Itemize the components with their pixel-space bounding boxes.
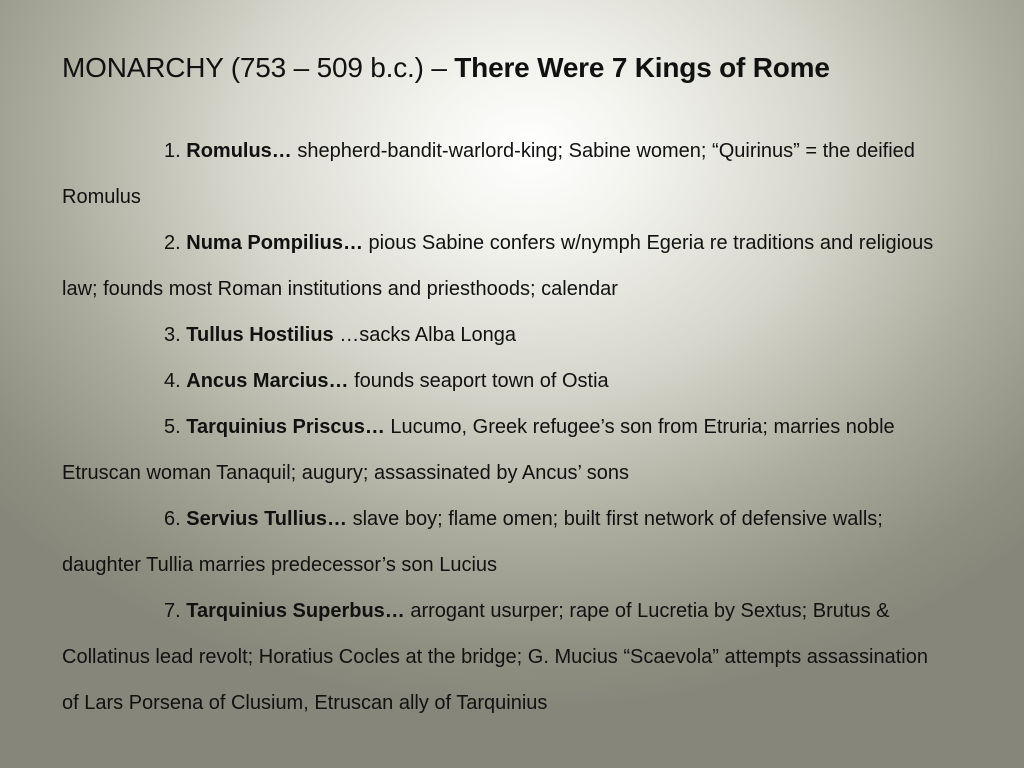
king-description: slave boy; flame omen; built first network of defensive walls; daughter Tullia marries predecessor’s son Lucius (62, 508, 883, 576)
king-number: 6. (164, 508, 187, 530)
king-number: 2. (164, 232, 187, 254)
king-name: Romulus… (186, 140, 292, 162)
king-description: arrogant usurper; rape of Lucretia by Sextus; Brutus & Collatinus lead revolt; Horatius Cocles at the bridge; G. Mucius “Scaevola” attempts assassination of Lars Porsena of Clusium, Etruscan ally of Tarquinius (62, 600, 928, 714)
king-description: …sacks Alba Longa (333, 324, 517, 346)
king-item-2 (62, 220, 942, 312)
king-number: 4. (164, 370, 187, 392)
king-name: Ancus Marcius… (186, 370, 349, 392)
king-description: Lucumo, Greek refugee’s son from Etruria; marries noble Etruscan woman Tanaquil; augury; assassinated by Ancus’ sons (62, 416, 895, 484)
king-item-4 (62, 358, 942, 404)
king-number: 7. (164, 600, 187, 622)
title-plain: MONARCHY (753 – 509 b.c.) – (62, 52, 455, 83)
king-description: shepherd-bandit-warlord-king; Sabine women; “Quirinus” = the deified Romulus (62, 140, 915, 208)
king-name: Tullus Hostilius (186, 324, 334, 346)
king-description: pious Sabine confers w/nymph Egeria re traditions and religious law; founds most Roman institutions and priesthoods; calendar (62, 232, 934, 300)
king-item-6 (62, 496, 942, 588)
title-bold: There Were 7 Kings of Rome (454, 52, 830, 83)
king-item-3 (62, 312, 942, 358)
king-description: founds seaport town of Ostia (348, 370, 609, 392)
king-name: Numa Pompilius… (186, 232, 363, 254)
king-item-5 (62, 404, 942, 496)
king-item-7 (62, 588, 942, 726)
king-name: Servius Tullius… (186, 508, 348, 530)
king-name: Tarquinius Priscus… (186, 416, 385, 438)
slide-title (62, 52, 830, 84)
king-number: 5. (164, 416, 187, 438)
kings-list (62, 128, 942, 726)
king-item-1 (62, 128, 942, 220)
king-number: 3. (164, 324, 187, 346)
king-number: 1. (164, 140, 187, 162)
king-name: Tarquinius Superbus… (186, 600, 405, 622)
